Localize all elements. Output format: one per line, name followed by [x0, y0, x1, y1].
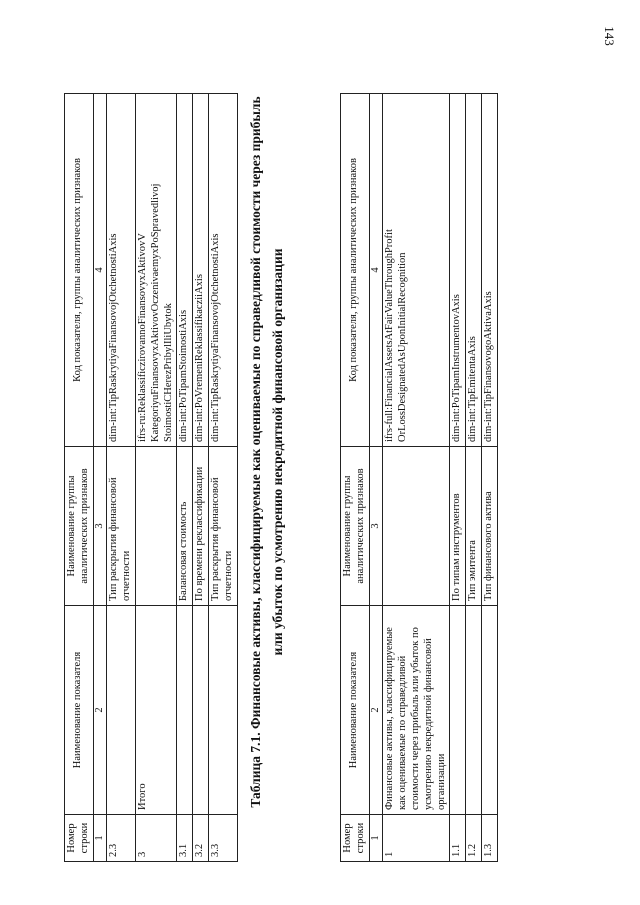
indicator-name	[466, 606, 482, 815]
row-number: 3.1	[177, 815, 193, 862]
table-row	[208, 94, 237, 862]
indicator-code: dim-int:TipRaskrytiyaFinansovojOtchetnostiAxis	[107, 94, 136, 447]
row-number: 1.2	[466, 815, 482, 862]
column-index: 4	[369, 94, 383, 447]
table-row	[107, 94, 136, 862]
row-number: 3.3	[208, 815, 237, 862]
indicator-name	[107, 606, 136, 815]
header-indicator-name: Наименование показателя	[341, 606, 370, 815]
header-group-name: Наименование группы аналитических признаков	[341, 447, 370, 606]
indicator-name	[193, 606, 209, 815]
header-code: Код показателя, группы аналитических признаков	[65, 94, 94, 447]
indicator-name	[481, 606, 497, 815]
group-name: По времени реклассификации	[193, 447, 209, 606]
row-number: 1.1	[450, 815, 466, 862]
group-name: Тип эмитента	[466, 447, 482, 606]
group-name	[383, 447, 450, 606]
table-row	[481, 94, 497, 862]
table-row	[177, 94, 193, 862]
group-name: Тип раскрытия финансовой отчетности	[107, 447, 136, 606]
indicator-name	[450, 606, 466, 815]
row-number: 3.2	[193, 815, 209, 862]
header-indicator-name: Наименование показателя	[65, 606, 94, 815]
group-name: Балансовая стоимость	[177, 447, 193, 606]
header-row	[341, 94, 370, 862]
table-row	[193, 94, 209, 862]
column-index: 3	[93, 447, 107, 606]
table-row	[466, 94, 482, 862]
indicator-code: ifrs-full:FinancialAssetsAtFairValueThroughProfit OrLossDesignatedAsUponInitialRecognition	[383, 94, 450, 447]
table-caption	[245, 42, 288, 862]
table-continued	[64, 93, 238, 862]
rotated-page-content	[40, 42, 600, 862]
table-row	[450, 94, 466, 862]
column-index: 1	[369, 815, 383, 862]
indicator-code: dim-int:PoVremeniReklassifikacziiAxis	[193, 94, 209, 447]
group-name: По типам инструментов	[450, 447, 466, 606]
column-index: 2	[93, 606, 107, 815]
column-index-row	[93, 94, 107, 862]
indicator-code: dim-int:TipFinansovogoAktivaAxis	[481, 94, 497, 447]
caption-line: Таблица 7.1. Финансовые активы, классифицируемые как оцениваемые по справедливой стоимости через прибыль	[248, 96, 263, 808]
header-row	[65, 94, 94, 862]
table-row	[135, 94, 176, 862]
header-group-name: Наименование группы аналитических признаков	[65, 447, 94, 606]
table-7-1	[340, 93, 498, 862]
indicator-code: dim-int:PoTipamStoimostiAxis	[177, 94, 193, 447]
indicator-name: Финансовые активы, классифицируемые как оцениваемые по справедливой стоимости через прибыль или убыток по усмотрению некредитной финансовой организации	[383, 606, 450, 815]
indicator-name	[208, 606, 237, 815]
group-name: Тип раскрытия финансовой отчетности	[208, 447, 237, 606]
table-row	[383, 94, 450, 862]
header-row-number: Номер строки	[341, 815, 370, 862]
indicator-code: dim-int:PoTipamInstrumentovAxis	[450, 94, 466, 447]
row-number: 1.3	[481, 815, 497, 862]
row-number: 3	[135, 815, 176, 862]
indicator-code: dim-int:TipEmitentaAxis	[466, 94, 482, 447]
column-index: 3	[369, 447, 383, 606]
column-index: 4	[93, 94, 107, 447]
indicator-name	[177, 606, 193, 815]
column-index-row	[369, 94, 383, 862]
page-number: 143	[601, 26, 617, 46]
group-name	[135, 447, 176, 606]
column-index: 2	[369, 606, 383, 815]
indicator-code: ifrs-ru:ReklassificzirovannoFinansovyxAktivovV KategoriyuFinansovyxAktivovOczenivaemyxPoSpravedlivoj StoimostiCHerezPribylIliUbytok	[135, 94, 176, 447]
indicator-code: dim-int:TipRaskrytiyaFinansovojOtchetnostiAxis	[208, 94, 237, 447]
header-row-number: Номер строки	[65, 815, 94, 862]
row-number: 1	[383, 815, 450, 862]
group-name: Тип финансового актива	[481, 447, 497, 606]
column-index: 1	[93, 815, 107, 862]
header-code: Код показателя, группы аналитических признаков	[341, 94, 370, 447]
row-number: 2.3	[107, 815, 136, 862]
caption-line: или убыток по усмотрению некредитной финансовой организации	[269, 248, 285, 656]
indicator-name: Итого	[135, 606, 176, 815]
